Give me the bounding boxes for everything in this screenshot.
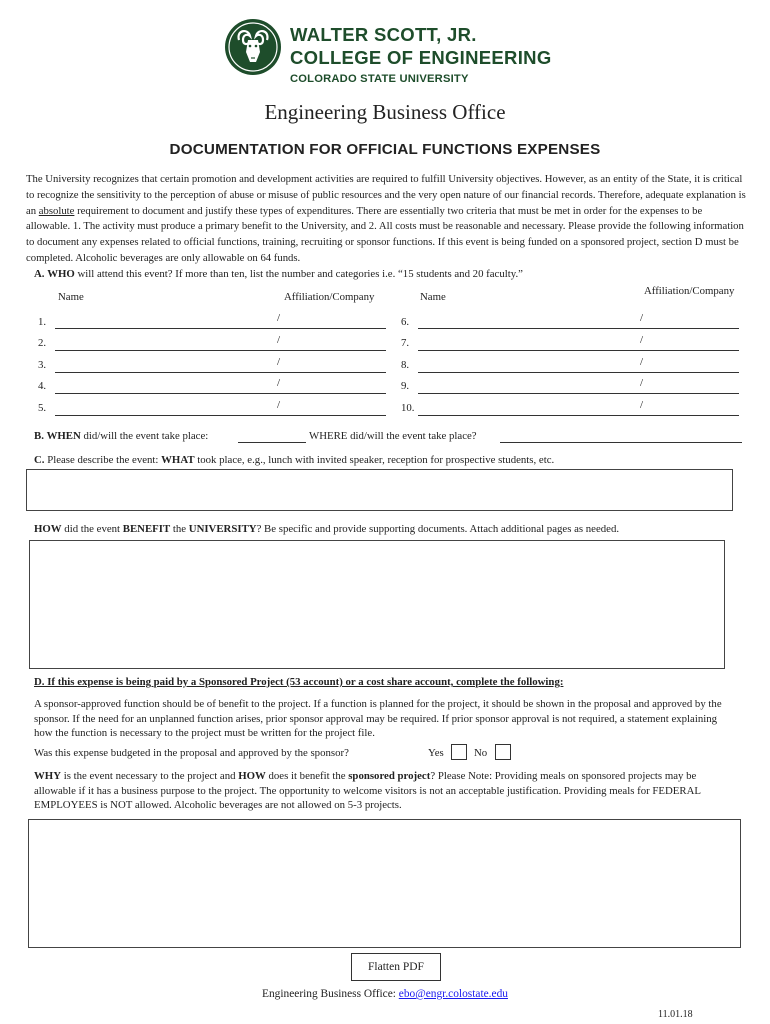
intro-paragraph [26,172,746,267]
attendee-field-5[interactable] [55,415,386,416]
section-b-when [34,430,208,442]
attendee-field-3[interactable] [55,372,386,373]
how-text-3: ? Be specific and provide supporting documents. Attach additional pages as needed. [256,523,620,535]
col-header-affil-left: Affiliation/Company [284,291,375,303]
footer [0,988,770,1000]
logo-line-1: WALTER SCOTT, JR. [290,24,477,45]
slash-separator: / [640,356,644,368]
section-c-text-2: took place, e.g., lunch with invited speaker, reception for prospective students, etc. [194,454,555,466]
benefit-description-box[interactable] [29,540,725,669]
intro-text-1: The University recognizes that certain promotion and development activities are required to fulfill University objectives. However, as an entity of the State, it is critical to recognize the sensitivity to the perception of abuse or misuse of public resources and the very open nature of our financial records. Therefore, adequate explanation is an [26,173,746,217]
attendee-field-4[interactable] [55,393,386,394]
sponsored-project-bold: sponsored project [348,770,431,782]
col-header-name-right: Name [420,291,446,303]
attendee-row-number: 6. [401,316,410,328]
slash-separator: / [277,312,281,324]
attendee-field-9[interactable] [418,393,739,394]
why-how-bold: HOW [238,770,266,782]
why-question [34,769,724,813]
how-bold: HOW [34,523,62,535]
section-c-label: C. [34,454,45,466]
section-b-label: B. [34,430,44,442]
budgeted-question: Was this expense budgeted in the proposal and approved by the sponsor? [34,747,349,759]
attendee-field-7[interactable] [418,350,739,351]
section-a-label: A. [34,268,45,280]
section-a-who: WHO [47,268,75,280]
attendee-field-1[interactable] [55,328,386,329]
section-c-question [34,454,554,466]
attendee-field-10[interactable] [418,415,739,416]
university-bold: UNIVERSITY [188,523,257,535]
college-logo [224,18,564,90]
slash-separator: / [277,377,281,389]
document-title: DOCUMENTATION FOR OFFICIAL FUNCTIONS EXPENSES [169,141,601,158]
csu-ram-icon [224,18,282,76]
benefit-bold: BENEFIT [122,523,171,535]
attendee-row-number: 4. [38,380,47,392]
yes-label: Yes [428,747,444,759]
section-a-question [34,268,523,280]
how-text-2: the [170,523,189,535]
why-text-2: does it benefit the [265,770,349,782]
office-title: Engineering Business Office [264,100,506,124]
attendee-row-number: 2. [38,337,47,349]
attendee-row-number: 9. [401,380,410,392]
attendee-row-number: 3. [38,359,47,371]
section-b-when-bold: WHEN [46,430,81,442]
section-a-text: will attend this event? If more than ten, list the number and categories i.e. “15 students and 20 faculty.” [74,268,523,280]
no-checkbox[interactable] [495,744,511,760]
flatten-pdf-button[interactable]: Flatten PDF [351,953,441,981]
attendee-row-number: 7. [401,337,410,349]
col-header-affil-right: Affiliation/Company [644,285,735,297]
slash-separator: / [640,377,644,389]
event-description-box[interactable] [26,469,733,511]
why-bold: WHY [34,770,61,782]
revision-date: 11.01.18 [658,1009,693,1020]
slash-separator: / [640,399,644,411]
how-benefit-question [34,523,619,535]
slash-separator: / [640,334,644,346]
attendee-field-8[interactable] [418,372,739,373]
slash-separator: / [640,312,644,324]
sponsored-justification-box[interactable] [28,819,741,948]
when-field[interactable] [238,442,306,443]
logo-line-2: COLLEGE OF ENGINEERING [290,47,552,68]
section-c-text-1: Please describe the event: [47,454,162,466]
attendee-row-number: 5. [38,402,47,414]
no-label: No [474,747,488,759]
slash-separator: / [277,356,281,368]
intro-text-2: requirement to document and justify these types of expenditures. There are essentially two criteria that must be met in order for the expenses to be allowable. 1. The activity must produce a primary benefit to the University, and 2. All costs must be reasonable and necessary. Please provide the following information to document any expenses related to official functions, training, recruiting or sponsor functions. If this event is being funded on a sponsored project, section D must be completed. Alcoholic beverages are only allowable on 64 funds. [26,204,744,264]
attendee-field-6[interactable] [418,328,739,329]
section-c-what: WHAT [161,454,195,466]
footer-email-link[interactable]: ebo@engr.colostate.edu [398,988,508,1000]
where-field[interactable] [500,442,742,443]
col-header-name-left: Name [58,291,84,303]
how-text-1: did the event [61,523,123,535]
why-text-1: is the event necessary to the project and [61,770,239,782]
logo-line-3: COLORADO STATE UNIVERSITY [290,73,469,85]
attendee-row-number: 10. [401,402,415,414]
yes-checkbox[interactable] [451,744,467,760]
section-d-paragraph: A sponsor-approved function should be of benefit to the project. If a function is planned for the project, it should be shown in the proposal and approved by the sponsor. If the need for an unplanned function arises, prior sponsor approval may be required. If prior sponsor approval is not required, a statement explaining how the function is necessary to the project must be written for the project file. [34,698,722,739]
intro-underlined: absolute [38,204,75,217]
section-b-when-text: did/will the event take place: [80,430,209,442]
footer-text: Engineering Business Office: [262,988,399,1000]
why-text-3: ? Please Note: Providing meals on sponsored projects may be allowable if it has a business purpose to the project. The opportunity to welcome visitors is not an acceptable justification. Providing meals for FEDERAL EMPLOYEES is NOT allowed. Alcoholic beverages are not allowed on 5-3 projects. [34,770,701,811]
section-d-heading: D. If this expense is being paid by a Sponsored Project (53 account) or a cost share account, complete the following: [34,676,564,688]
attendee-row-number: 8. [401,359,410,371]
attendee-row-number: 1. [38,316,47,328]
section-b-where: WHERE did/will the event take place? [309,430,477,442]
attendee-field-2[interactable] [55,350,386,351]
slash-separator: / [277,334,281,346]
slash-separator: / [277,399,281,411]
